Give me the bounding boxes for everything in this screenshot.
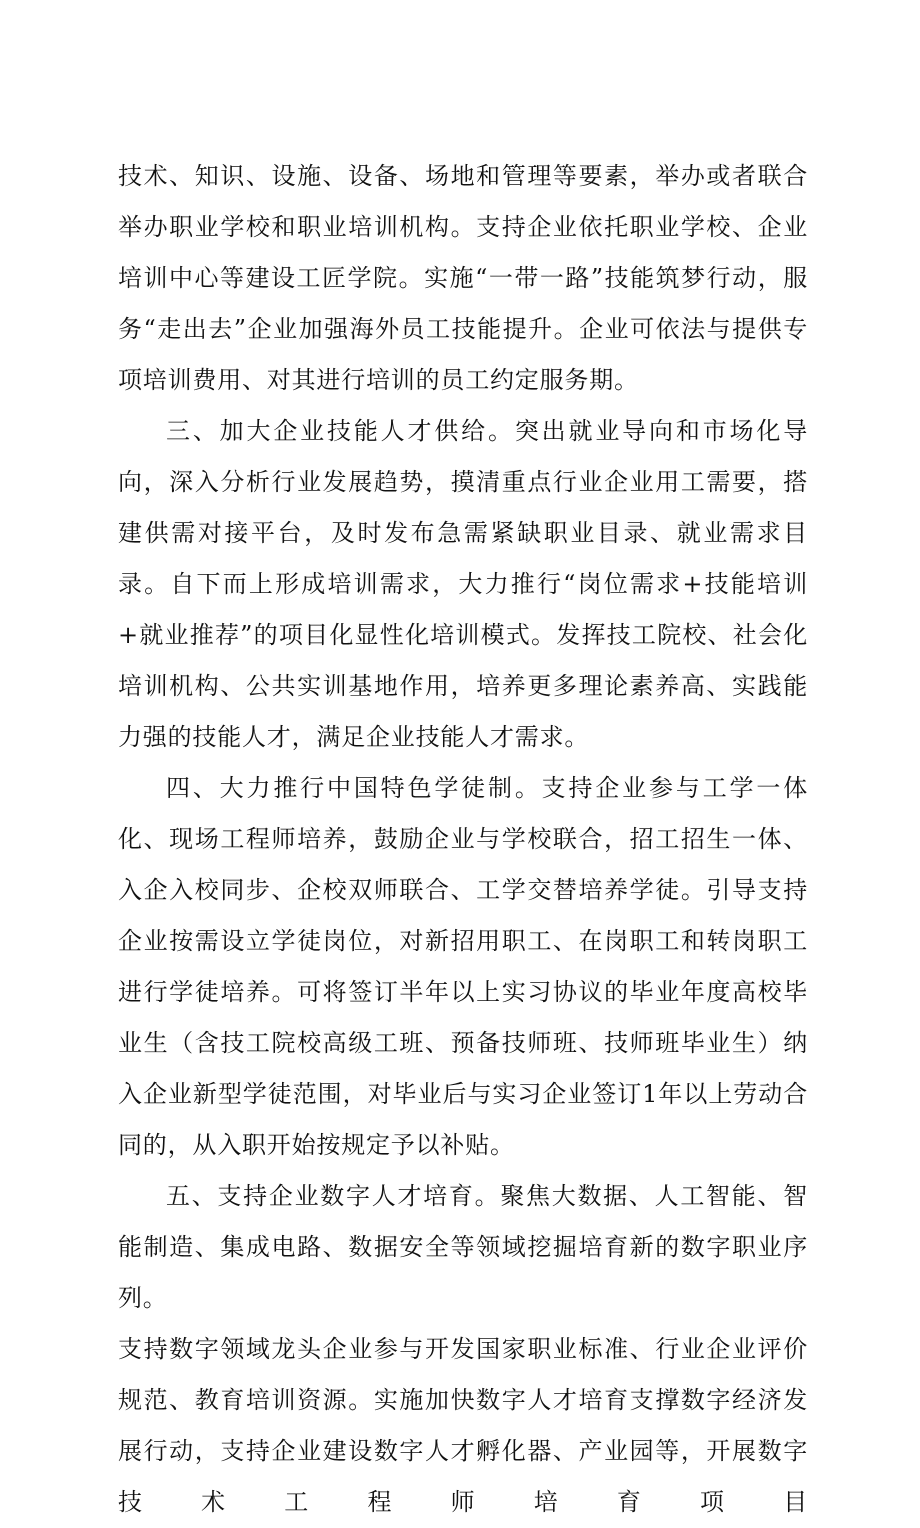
paragraph-continuation: 技术、知识、设施、设备、场地和管理等要素，举办或者联合举办职业学校和职业培训机构。支持企业依托职业学校、企业培训中心等建设工匠学院。实施“一带一路”技能筑梦行动，服务“走出去”企业加强海外员工技能提升。企业可依法与提供专项培训费用、对其进行培训的员工约定服务期。 — [118, 162, 808, 394]
paragraph-section-five-continued: 支持数字领域龙头企业参与开发国家职业标准、行业企业评价规范、教育培训资源。实施加快数字人才培育支撑数字经济发展行动，支持企业建设数字人才孵化器、产业园等，开展数字技术工程师培育项目 — [118, 1335, 808, 1516]
document-body — [118, 151, 808, 1528]
paragraph-section-five: 五、支持企业数字人才培育。聚焦大数据、人工智能、智能制造、集成电路、数据安全等领域挖掘培育新的数字职业序列。 — [118, 1182, 808, 1312]
paragraph-section-three: 三、加大企业技能人才供给。突出就业导向和市场化导向，深入分析行业发展趋势，摸清重点行业企业用工需要，搭建供需对接平台，及时发布急需紧缺职业目录、就业需求目录。自下而上形成培训需求，大力推行“岗位需求+技能培训+就业推荐”的项目化显性化培训模式。发挥技工院校、社会化培训机构、公共实训基地作用，培养更多理论素养高、实践能力强的技能人才，满足企业技能人才需求。 — [118, 417, 808, 751]
paragraph-section-four: 四、大力推行中国特色学徒制。支持企业参与工学一体化、现场工程师培养，鼓励企业与学校联合，招工招生一体、入企入校同步、企校双师联合、工学交替培养学徒。引导支持企业按需设立学徒岗位，对新招用职工、在岗职工和转岗职工进行学徒培养。可将签订半年以上实习协议的毕业年度高校毕业生（含技工院校高级工班、预备技师班、技师班毕业生）纳入企业新型学徒范围，对毕业后与实习企业签订1年以上劳动合同的，从入职开始按规定予以补贴。 — [118, 774, 808, 1159]
